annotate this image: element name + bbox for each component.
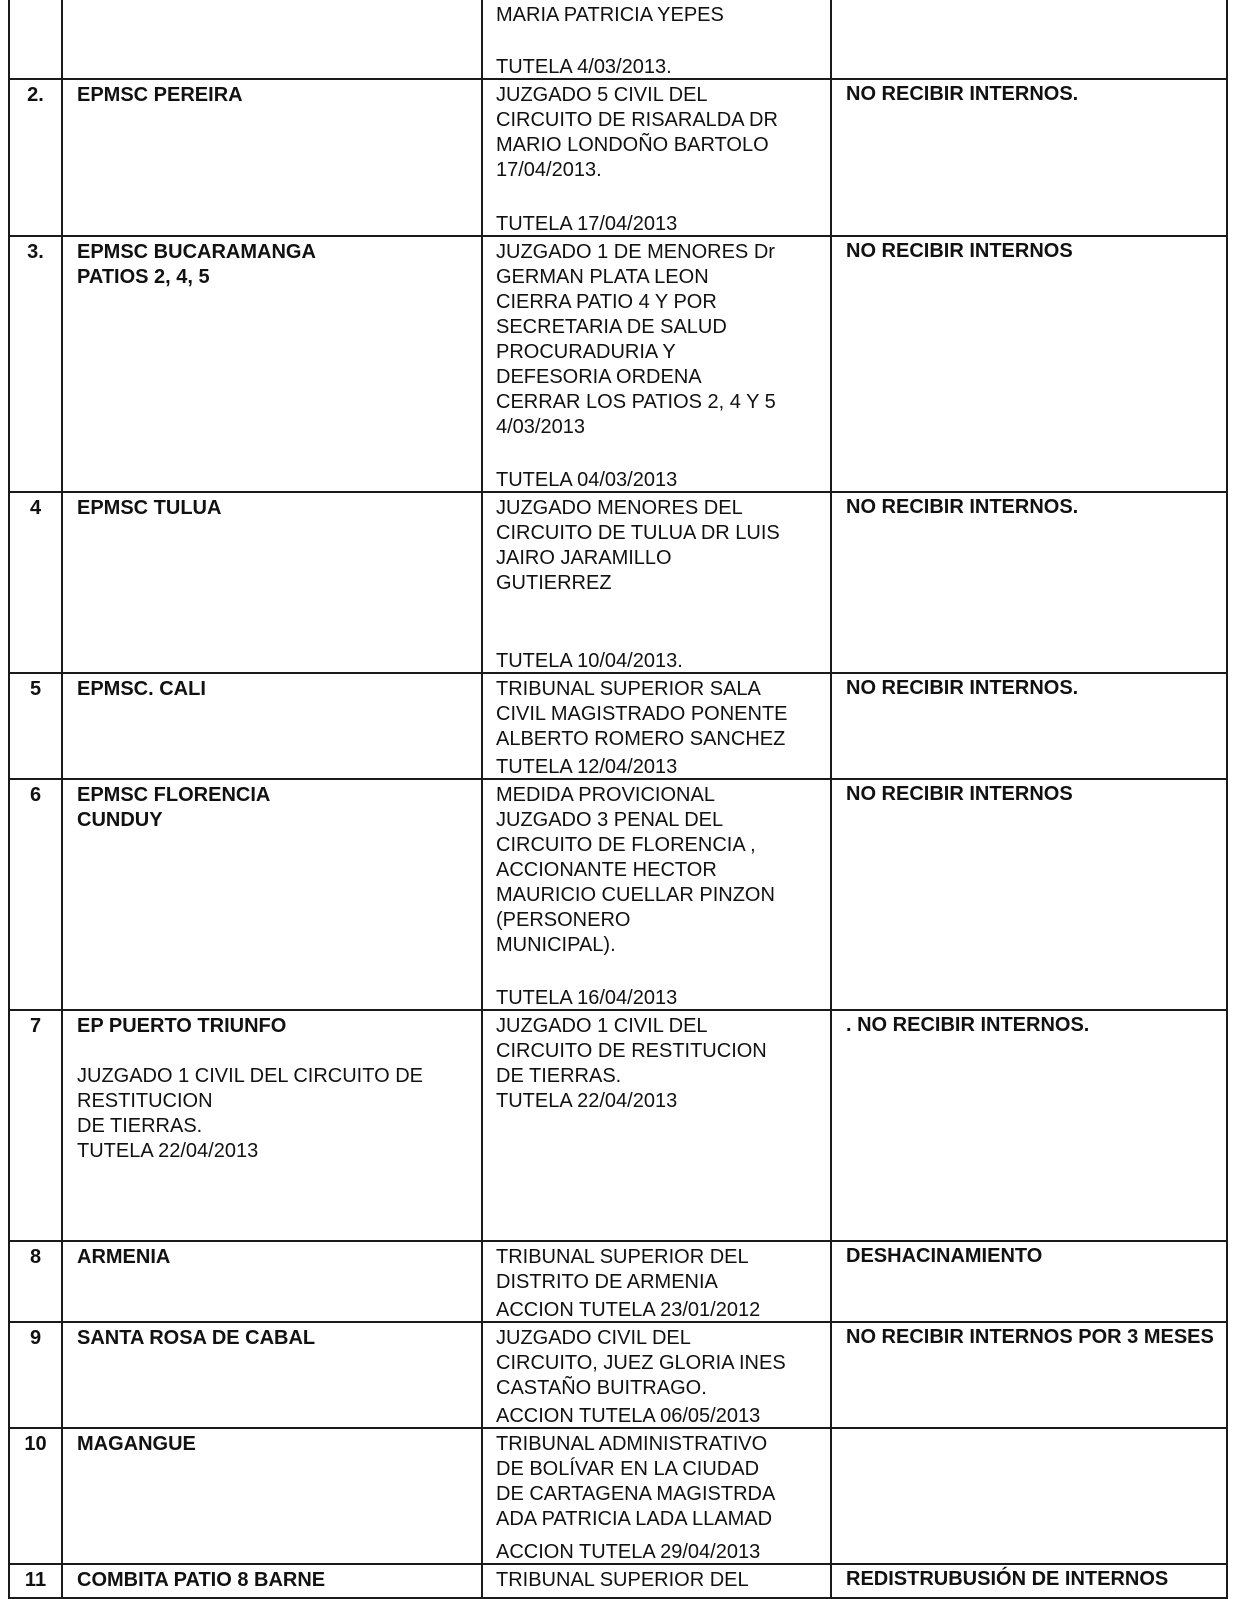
institution-cell	[62, 0, 482, 79]
institution-subtitle: PATIOS 2, 4, 5	[77, 266, 210, 288]
table-row	[9, 779, 1227, 1010]
measure-cell: NO RECIBIR INTERNOS	[831, 236, 1227, 492]
tutela-date: TUTELA 10/04/2013.	[496, 650, 683, 672]
court-cell	[482, 1241, 831, 1322]
court-line: PROCURADURIA Y	[496, 341, 676, 363]
court-line: GUTIERREZ	[496, 572, 612, 594]
court-cell	[482, 1322, 831, 1428]
court-cell	[482, 0, 831, 79]
institution-cell	[62, 1241, 482, 1322]
institution-cell	[62, 492, 482, 673]
court-line: ADA PATRICIA LADA LLAMAD	[496, 1508, 773, 1530]
row-number: 3.	[9, 236, 62, 492]
tutela-date: TUTELA 04/03/2013	[496, 469, 678, 491]
table-row	[9, 79, 1227, 236]
court-line: 17/04/2013.	[496, 159, 602, 181]
court-line: DISTRITO DE ARMENIA	[496, 1271, 718, 1293]
institution-cell	[62, 1564, 482, 1598]
court-line: JUZGADO MENORES DEL	[496, 497, 743, 519]
institution-note-line: JUZGADO 1 CIVIL DEL CIRCUITO DE	[77, 1065, 423, 1087]
institution-name: EPMSC PEREIRA	[77, 84, 243, 106]
court-cell	[482, 779, 831, 1010]
court-line: JUZGADO 3 PENAL DEL	[496, 809, 724, 831]
row-number: 6	[9, 779, 62, 1010]
row-number: 10	[9, 1428, 62, 1564]
court-line: TRIBUNAL ADMINISTRATIVO	[496, 1433, 768, 1455]
institution-cell	[62, 779, 482, 1010]
institution-cell	[62, 1428, 482, 1564]
tutela-date: TUTELA 22/04/2013	[496, 1090, 678, 1112]
row-number: 2.	[9, 79, 62, 236]
institution-note-line: RESTITUCION	[77, 1090, 213, 1112]
institution-name: EPMSC BUCARAMANGA	[77, 241, 316, 263]
table-row	[9, 492, 1227, 673]
court-line: MARIO LONDOÑO BARTOLO	[496, 134, 769, 156]
court-cell	[482, 1428, 831, 1564]
court-cell	[482, 236, 831, 492]
court-line: GERMAN PLATA LEON	[496, 266, 709, 288]
court-line: MAURICIO CUELLAR PINZON	[496, 884, 775, 906]
court-line: JUZGADO 5 CIVIL DEL	[496, 84, 708, 106]
tutela-table	[8, 0, 1228, 1599]
court-line: (PERSONERO	[496, 909, 631, 931]
court-line: DE CARTAGENA MAGISTRDA	[496, 1483, 776, 1505]
measure-cell: NO RECIBIR INTERNOS.	[831, 673, 1227, 779]
institution-notes	[77, 1064, 481, 1164]
row-number: 11	[9, 1564, 62, 1598]
table-row	[9, 1010, 1227, 1241]
table-row	[9, 0, 1227, 79]
tutela-date: ACCION TUTELA 06/05/2013	[496, 1405, 761, 1427]
court-cell	[482, 79, 831, 236]
institution-subtitle: CUNDUY	[77, 809, 163, 831]
measure-cell: DESHACINAMIENTO	[831, 1241, 1227, 1322]
row-number: 9	[9, 1322, 62, 1428]
institution-note-line: DE TIERRAS.	[77, 1115, 203, 1137]
row-number: 4	[9, 492, 62, 673]
tutela-date: TUTELA 17/04/2013	[496, 213, 678, 235]
tutela-date: TUTELA 16/04/2013	[496, 987, 678, 1009]
row-number: 5	[9, 673, 62, 779]
table-row	[9, 1322, 1227, 1428]
measure-cell: NO RECIBIR INTERNOS.	[831, 79, 1227, 236]
court-line: TRIBUNAL SUPERIOR SALA	[496, 678, 761, 700]
table-row	[9, 1241, 1227, 1322]
court-cell	[482, 673, 831, 779]
tutela-date: ACCION TUTELA 29/04/2013	[496, 1541, 761, 1563]
court-line: MARIA PATRICIA YEPES	[496, 4, 724, 26]
institution-name: EPMSC FLORENCIA	[77, 784, 271, 806]
court-line: ALBERTO ROMERO SANCHEZ	[496, 728, 786, 750]
table-row	[9, 1428, 1227, 1564]
institution-name: SANTA ROSA DE CABAL	[77, 1327, 316, 1349]
institution-name: COMBITA PATIO 8 BARNE	[77, 1569, 326, 1591]
court-line: MUNICIPAL).	[496, 934, 616, 956]
tutela-date: TUTELA 4/03/2013.	[496, 56, 672, 78]
institution-name: EPMSC. CALI	[77, 678, 206, 700]
court-line: CIRCUITO DE RESTITUCION	[496, 1040, 767, 1062]
court-line: JUZGADO CIVIL DEL	[496, 1327, 691, 1349]
institution-cell	[62, 1322, 482, 1428]
court-line: MEDIDA PROVICIONAL	[496, 784, 715, 806]
institution-name: EP PUERTO TRIUNFO	[77, 1015, 287, 1037]
court-line: CIRCUITO, JUEZ GLORIA INES	[496, 1352, 786, 1374]
institution-note-line: TUTELA 22/04/2013	[77, 1140, 259, 1162]
measure-cell	[831, 1428, 1227, 1564]
court-line: CIVIL MAGISTRADO PONENTE	[496, 703, 788, 725]
court-line: CIRCUITO DE TULUA DR LUIS	[496, 522, 780, 544]
court-cell	[482, 1564, 831, 1598]
table-row	[9, 236, 1227, 492]
court-line: SECRETARIA DE SALUD	[496, 316, 727, 338]
court-line: JUZGADO 1 DE MENORES Dr	[496, 241, 775, 263]
measure-cell: NO RECIBIR INTERNOS.	[831, 492, 1227, 673]
court-line: CIRCUITO DE FLORENCIA ,	[496, 834, 756, 856]
institution-name: MAGANGUE	[77, 1433, 196, 1455]
institution-cell	[62, 79, 482, 236]
court-cell	[482, 492, 831, 673]
row-number: 7	[9, 1010, 62, 1241]
institution-name: ARMENIA	[77, 1246, 171, 1268]
measure-cell: REDISTRUBUSIÓN DE INTERNOS	[831, 1564, 1227, 1598]
tutela-date: ACCION TUTELA 23/01/2012	[496, 1299, 761, 1321]
institution-name: EPMSC TULUA	[77, 497, 222, 519]
measure-cell: . NO RECIBIR INTERNOS.	[831, 1010, 1227, 1241]
measure-cell: NO RECIBIR INTERNOS POR 3 MESES	[831, 1322, 1227, 1428]
court-cell	[482, 1010, 831, 1241]
court-line: CIERRA PATIO 4 Y POR	[496, 291, 717, 313]
institution-cell	[62, 673, 482, 779]
court-line: CASTAÑO BUITRAGO.	[496, 1377, 707, 1399]
table-row	[9, 673, 1227, 779]
court-line: DE TIERRAS.	[496, 1065, 622, 1087]
measure-cell: NO RECIBIR INTERNOS	[831, 779, 1227, 1010]
court-line: CIRCUITO DE RISARALDA DR	[496, 109, 778, 131]
institution-cell	[62, 1010, 482, 1241]
court-line: 4/03/2013	[496, 416, 585, 438]
court-line: CERRAR LOS PATIOS 2, 4 Y 5	[496, 391, 776, 413]
measure-cell	[831, 0, 1227, 79]
table-body	[9, 0, 1227, 1598]
row-number: 8	[9, 1241, 62, 1322]
court-line: JAIRO JARAMILLO	[496, 547, 672, 569]
institution-cell	[62, 236, 482, 492]
court-line: ACCIONANTE HECTOR	[496, 859, 717, 881]
court-line: TRIBUNAL SUPERIOR DEL	[496, 1569, 749, 1591]
court-line: JUZGADO 1 CIVIL DEL	[496, 1015, 708, 1037]
table-row	[9, 1564, 1227, 1598]
court-line: DEFESORIA ORDENA	[496, 366, 702, 388]
row-number	[9, 0, 62, 79]
court-line: TRIBUNAL SUPERIOR DEL	[496, 1246, 749, 1268]
tutela-date: TUTELA 12/04/2013	[496, 756, 678, 778]
court-line: DE BOLÍVAR EN LA CIUDAD	[496, 1458, 760, 1480]
